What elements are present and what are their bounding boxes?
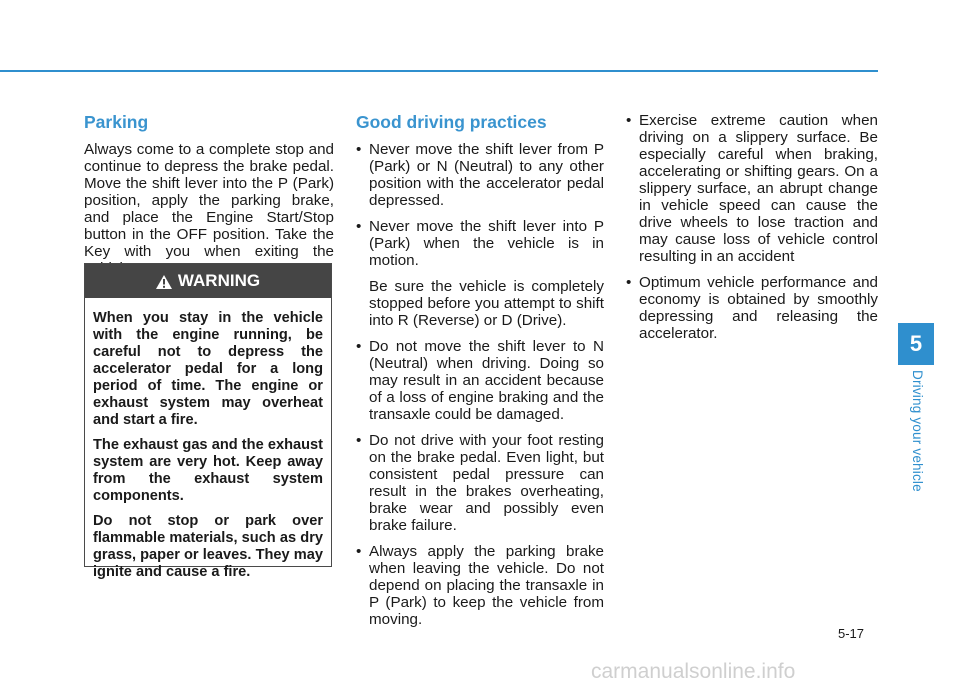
parking-text: Always come to a complete stop and continue to depress the brake pedal. Move the shift lever into the P (Park) position, apply the parking brake, and place the Engine Start/Stop button in the OFF position. Take the Key with you when exiting the — [84, 141, 334, 260]
warning-title: WARNING — [177, 271, 261, 290]
page-number: 5-17 — [838, 626, 865, 641]
list-item — [356, 218, 604, 329]
list-item-text: Do not drive with your foot resting on the brake pedal. Even light, but consistent pedal pressure can result in the brakes overheating, brake wear and possibly even brake failure. — [369, 432, 604, 534]
parking-section — [84, 112, 334, 277]
bullet-icon: • — [356, 432, 362, 449]
list-item — [356, 543, 604, 628]
bullet-icon: • — [356, 218, 362, 235]
warning-triangle-icon — [156, 274, 172, 288]
chapter-label: Driving your vehicle — [910, 370, 925, 492]
chapter-tab: 5 — [898, 323, 934, 365]
list-item-text: Do not move the shift lever to N (Neutral) when driving. Doing so may result in an accident because of a loss of engine braking and the transaxle could be damaged. — [369, 338, 604, 423]
list-item-text: Exercise extreme caution when driving on a slippery surface. Be especially careful when braking, accelerating or shifting gears. On a slippery surface, an abrupt change in vehicle speed can cause the drive wheels to lose traction and may cause loss of vehicle control resulting in an accident — [639, 112, 878, 265]
list-item — [626, 112, 878, 265]
warning-paragraph: When you stay in the vehicle with the engine running, be careful not to depress the accelerator pedal for a long period of time. The engine or exhaust system may overheat and start a fire. — [93, 310, 323, 428]
list-item-text: Never move the shift lever from P (Park) or N (Neutral) to any other position with the accelerator pedal depressed. — [369, 141, 604, 209]
good-driving-continued — [626, 112, 878, 351]
list-item — [356, 432, 604, 534]
watermark: carmanualsonline.info — [591, 660, 796, 683]
bullet-icon: • — [356, 543, 362, 560]
bullet-icon: • — [626, 112, 632, 129]
list-item-subtext: Be sure the vehicle is completely stopped before you attempt to shift into R (Reverse) or D (Drive). — [369, 278, 604, 329]
good-driving-list-continued — [626, 112, 878, 342]
good-driving-heading: Good driving practices — [356, 112, 547, 132]
top-divider — [0, 70, 878, 72]
warning-header — [85, 264, 331, 298]
list-item — [356, 141, 604, 209]
good-driving-section — [356, 112, 604, 637]
bullet-icon: • — [626, 274, 632, 291]
list-item — [626, 274, 878, 342]
list-item-text: Always apply the parking brake when leaving the vehicle. Do not depend on placing the transaxle in P (Park) to keep the vehicle from moving. — [369, 543, 604, 628]
list-item-text: Optimum vehicle performance and economy is obtained by smoothly depressing and releasing the accelerator. — [639, 274, 878, 342]
warning-paragraph: Do not stop or park over flammable materials, such as dry grass, paper or leaves. They may ignite and cause a fire. — [93, 513, 323, 580]
parking-heading: Parking — [84, 112, 149, 132]
warning-body — [85, 298, 331, 581]
bullet-icon: • — [356, 338, 362, 355]
warning-box — [84, 263, 332, 580]
list-item-text: Never move the shift lever into P (Park) when the vehicle is in motion. — [369, 218, 604, 269]
good-driving-list — [356, 141, 604, 628]
warning-paragraph: The exhaust gas and the exhaust system are very hot. Keep away from the exhaust system components. — [93, 437, 323, 504]
list-item — [356, 338, 604, 423]
bullet-icon: • — [356, 141, 362, 158]
